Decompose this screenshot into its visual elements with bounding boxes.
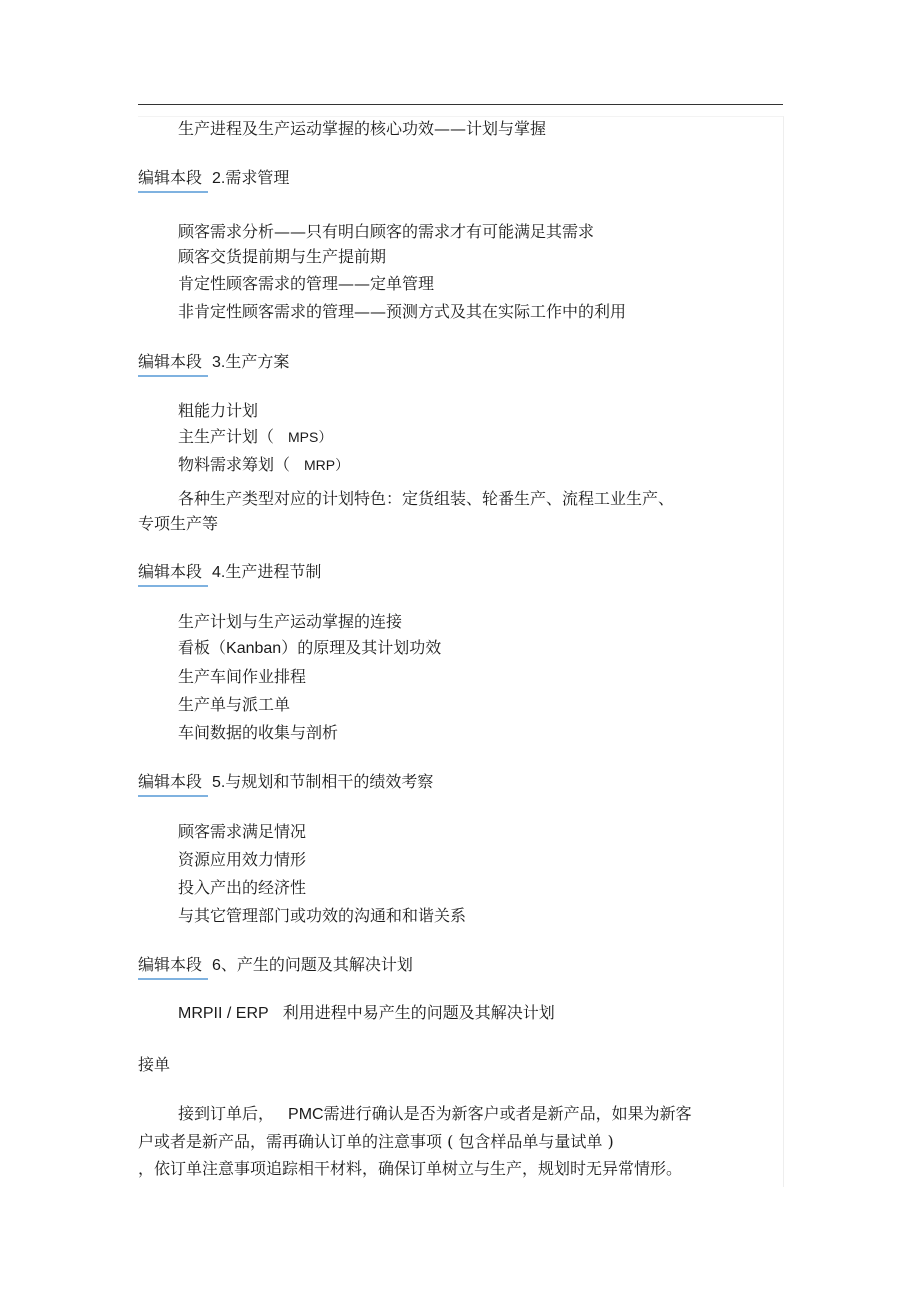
list-item: 顾客需求满足情况 (178, 822, 307, 841)
paragraph-line (178, 1103, 692, 1125)
list-item: 生产单与派工单 (178, 695, 291, 714)
paragraph-line: ，依订单注意事项追踪相干材料，确保订单树立与生产，规划时无异常情形。 (138, 1159, 683, 1178)
item-code: MPS） (288, 429, 333, 445)
order-heading: 接单 (138, 1055, 171, 1074)
section-title: 需求管理 (225, 168, 290, 187)
list-item: 与其它管理部门或功效的沟通和和谐关系 (178, 906, 467, 925)
list-item: 资源应用效力情形 (178, 850, 307, 869)
edit-section-link[interactable]: 编辑本段 (138, 953, 208, 977)
edit-section-link[interactable]: 编辑本段 (138, 560, 208, 584)
edit-section-link[interactable]: 编辑本段 (138, 350, 208, 374)
list-item: 肯定性顾客需求的管理——定单管理 (178, 274, 435, 293)
section-number: 6 (212, 957, 221, 974)
system-code: MRPII / ERP (178, 1005, 269, 1022)
section-heading-3 (138, 350, 289, 376)
paragraph-line: 各种生产类型对应的计划特色：定货组装、轮番生产、流程工业生产、 (178, 489, 675, 508)
item-text: ）的原理及其计划功效 (281, 638, 442, 657)
list-item: 生产车间作业排程 (178, 667, 307, 686)
section-title: 、产生的问题及其解决计划 (220, 955, 413, 974)
item-text: 物料需求筹划（ (178, 455, 291, 474)
list-item: 非肯定性顾客需求的管理——预测方式及其在实际工作中的利用 (178, 302, 627, 321)
item-text: 利用进程中易产生的问题及其解决计划 (282, 1003, 555, 1022)
list-item: 车间数据的收集与剖析 (178, 723, 339, 742)
paragraph-text: 接到订单后， (178, 1104, 275, 1123)
edit-section-link[interactable]: 编辑本段 (138, 166, 208, 190)
section-title: 生产进程节制 (225, 562, 322, 581)
edit-section-link[interactable]: 编辑本段 (138, 770, 208, 794)
list-item: 生产计划与生产运动掌握的连接 (178, 612, 403, 631)
section-heading-5 (138, 770, 433, 796)
list-item: 投入产出的经济性 (178, 878, 307, 897)
section-heading-2 (138, 166, 289, 192)
section-number: 3. (212, 354, 226, 371)
item-code: MRP） (304, 457, 350, 473)
paragraph-line: 户或者是新产品，需再确认订单的注意事项 ( 包含样品单与量试单 ) (138, 1132, 614, 1151)
item-text: 主生产计划（ (178, 427, 275, 446)
kanban-word: Kanban (226, 640, 282, 657)
list-item (178, 637, 441, 659)
top-rule (138, 104, 783, 105)
item-text: 看板（ (178, 638, 227, 657)
list-item: 顾客需求分析——只有明白顾客的需求才有可能满足其需求 (178, 222, 595, 241)
list-item (178, 426, 332, 448)
list-item: 顾客交货提前期与生产提前期 (178, 247, 387, 266)
section-number: 4. (212, 564, 226, 581)
section-number: 2. (212, 170, 226, 187)
intro-line: 生产进程及生产运动掌握的核心功效——计划与掌握 (178, 119, 547, 138)
paragraph-line (178, 1002, 555, 1024)
pmc-code: PMC (288, 1106, 324, 1123)
section-number: 5. (212, 774, 226, 791)
paragraph-text: 需进行确认是否为新客户或者是新产品，如果为新客 (323, 1104, 692, 1123)
section-heading-4 (138, 560, 321, 586)
section-title: 生产方案 (225, 352, 290, 371)
section-title: 与规划和节制相干的绩效考察 (225, 772, 434, 791)
list-item (178, 454, 349, 476)
list-item: 粗能力计划 (178, 401, 259, 420)
section-heading-6 (138, 953, 413, 979)
paragraph-line: 专项生产等 (138, 514, 219, 533)
